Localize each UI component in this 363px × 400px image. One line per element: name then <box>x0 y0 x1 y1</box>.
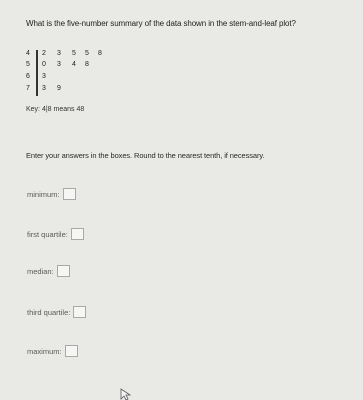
question-text: What is the five-number summary of the data shown in the stem-and-leaf plot? <box>26 19 296 28</box>
instructions-text: Enter your answers in the boxes. Round to the nearest tenth, if necessary. <box>26 151 265 160</box>
minimum-input[interactable] <box>63 188 76 200</box>
first-quartile-input[interactable] <box>71 228 84 240</box>
stem-value: 6 <box>26 73 30 80</box>
first-quartile-label: first quartile: <box>27 229 68 239</box>
leaf-value: 3 <box>42 85 46 92</box>
leaf-value: 9 <box>57 85 61 92</box>
minimum-field <box>27 187 76 201</box>
mouse-cursor-icon <box>120 388 132 400</box>
leaf-value: 3 <box>57 50 61 57</box>
median-label: median: <box>27 266 54 276</box>
first-quartile-field <box>27 227 84 241</box>
leaf-value: 2 <box>42 50 46 57</box>
maximum-input[interactable] <box>65 345 78 357</box>
stem-divider <box>36 50 38 96</box>
median-input[interactable] <box>57 265 70 277</box>
leaf-value: 3 <box>57 61 61 68</box>
maximum-label: maximum: <box>27 346 62 356</box>
third-quartile-field <box>27 305 86 319</box>
plot-key: Key: 4|8 means 48 <box>26 106 85 113</box>
leaf-value: 5 <box>72 50 76 57</box>
stem-and-leaf-plot <box>26 50 146 96</box>
leaf-value: 4 <box>72 61 76 68</box>
maximum-field <box>27 344 78 358</box>
minimum-label: minimum: <box>27 189 60 199</box>
third-quartile-input[interactable] <box>73 306 86 318</box>
leaf-value: 3 <box>42 73 46 80</box>
leaf-value: 0 <box>42 61 46 68</box>
median-field <box>27 264 70 278</box>
leaf-value: 5 <box>85 50 89 57</box>
stem-value: 4 <box>26 50 30 57</box>
stem-value: 7 <box>26 85 30 92</box>
stem-value: 5 <box>26 61 30 68</box>
leaf-value: 8 <box>85 61 89 68</box>
leaf-value: 8 <box>98 50 102 57</box>
third-quartile-label: third quartile: <box>27 307 71 317</box>
